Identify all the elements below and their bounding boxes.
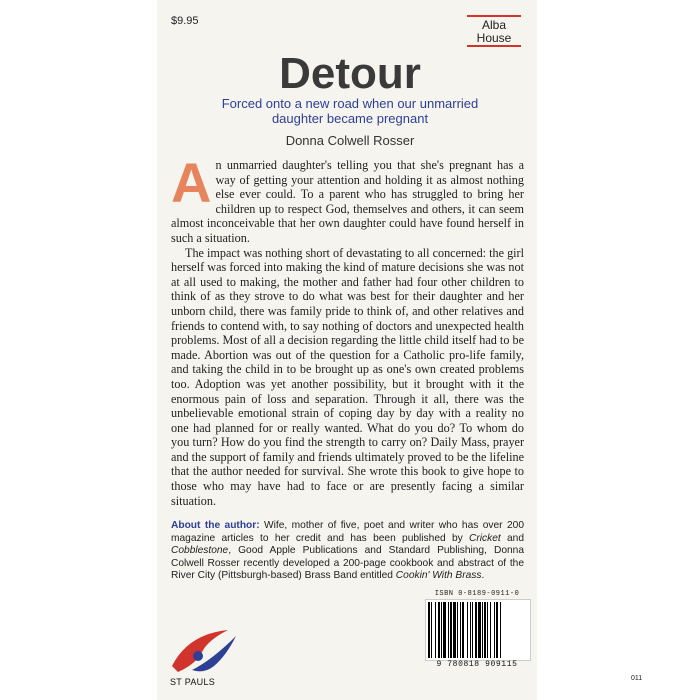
about-text-d: .: [481, 570, 485, 582]
code-label: 011: [631, 675, 643, 682]
logo-text: ST PAULS: [170, 677, 216, 687]
publisher-logo: [467, 15, 521, 47]
drop-cap: A: [171, 151, 212, 214]
author-name: Donna Colwell Rosser: [285, 133, 415, 148]
paragraph-1-text: n unmarried daughter's telling you that she's pregnant has a way of getting your attention and holding it as almost nothing else ever could. To a parent who has struggled to bring her children up to respect God, themselves and others, it can seem almost inconceivable that her own daughter could have found herself in such a situation.: [171, 158, 524, 245]
about-author-label: About the author:: [171, 520, 260, 531]
publisher-line1: Alba: [467, 15, 521, 32]
about-text-b: and: [500, 532, 524, 544]
paragraph-2: The impact was nothing short of devastating to all concerned: the girl herself was forced into making the kind of mature decisions she was not at all used to making, the mother and father had four other children to think of as they strove to do what was best for their daughter and her unborn child, there was family pride to think of, and other relatives and friends to contend with, to say nothing of doctors and unexpected health problems. Most of all a decision regarding the little child itself had to be made. Abortion was out of the question for a Catholic pro-life family, and taking the child in to be brought up as one's own created problems too. Adoption was yet another possibility, but it brought with it the enormous pain of loss and separation. Through it all, there was the unbelievable emotional strain of coping day by day with a reality no one had planned for or really wanted. What do you do? To whom do you turn? How do you find the strength to carry on? Daily Mass, prayer and the support of family and friends ultimately proved to be the lifeline that the author needed for survival. She wrote this book to give hope to those who may have had to face or are presently facing a similar situation.: [171, 245, 524, 508]
barcode: [425, 599, 531, 661]
barcode-number: 9 780818 909115: [436, 660, 518, 669]
about-italic-c: Cookin' With Brass: [395, 570, 482, 582]
st-pauls-logo-icon: [168, 626, 240, 678]
description-text: [171, 151, 524, 508]
paragraph-1: [171, 151, 524, 246]
about-text-c: , Good Apple Publications and Standard Publishing, Donna Colwell Rosser recently developed a 200-page cookbook and abstract of the River City (Pittsburgh-based) Brass Band entitled: [171, 545, 524, 582]
book-title: Detour: [279, 49, 421, 98]
about-italic-a: Cricket: [469, 532, 501, 544]
about-italic-b: Cobblestone: [171, 545, 229, 557]
book-subtitle: Forced onto a new road when our unmarried daughter became pregnant: [221, 96, 479, 126]
about-author: [171, 520, 524, 583]
about-text-a: Wife, mother of five, poet and writer who has over 200 magazine articles to her credit and has been published by: [171, 520, 524, 544]
isbn-label: ISBN 0-8189-0911-0: [434, 590, 520, 598]
price-label: $9.95: [171, 15, 199, 27]
publisher-line2: House: [476, 31, 512, 45]
